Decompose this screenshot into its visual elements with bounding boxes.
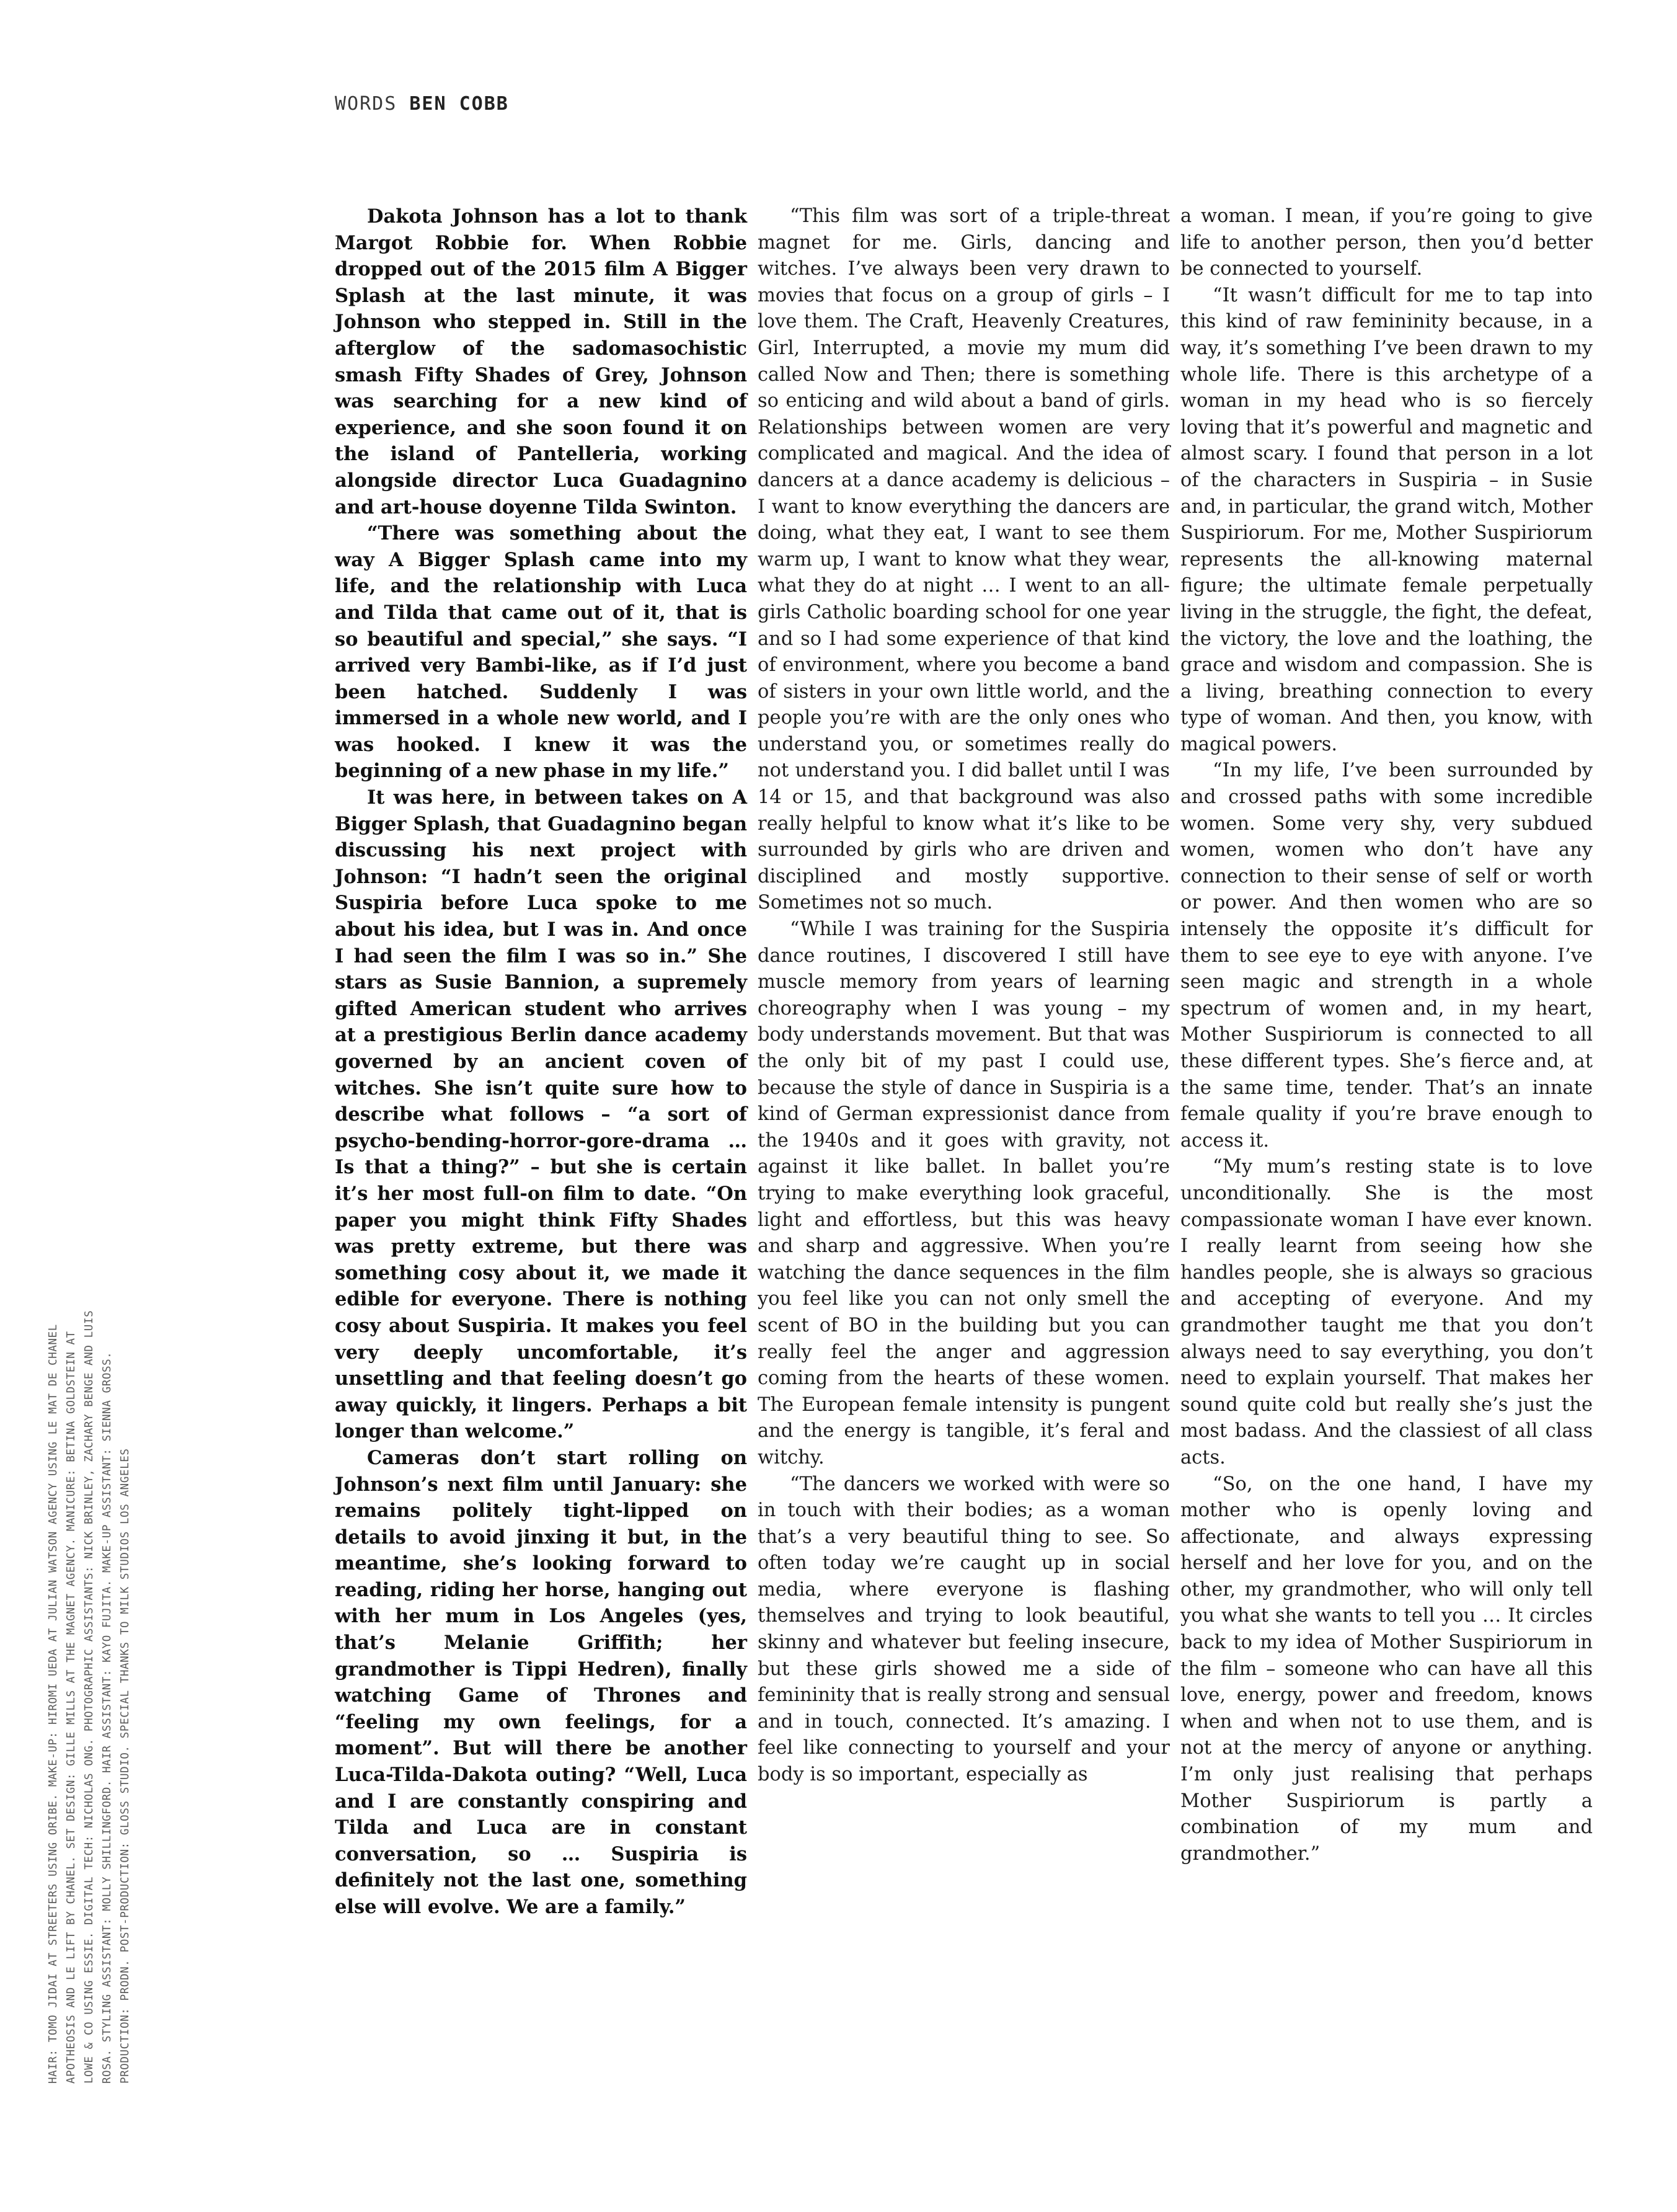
byline-label: WORDS bbox=[335, 93, 397, 115]
credits-line: LOWE & CO USING ESSIE. DIGITAL TECH: NICHOLAS ONG. PHOTOGRAPHIC ASSISTANTS: NICK BRINLEY, ZACHARY BENGE AND LUIS bbox=[83, 1310, 95, 2084]
paragraph: “The dancers we worked with were so in touch with their bodies; as a woman that’s a very beautiful thing to see. So often today we’re caught up in social media, where everyone is flashing themselves and trying to look beautiful, skinny and whatever but feeling insecure, but these girls showed me a side of femininity that is really strong and sensual and in touch, connected. It’s amazing. I feel like connecting to yourself and your body is so important, especially as bbox=[758, 1473, 1170, 1786]
paragraph: “In my life, I’ve been surrounded by and crossed paths with some incredible women. Some very shy, very subdued women, women who don’t have any connection to their sense of self or worth or power. And then women who are so intensely the opposite it’s difficult for them to see eye to eye with anyone. I’ve seen magic and strength in a whole spectrum of women and, in my heart, Mother Suspiriorum is connected to all these different types. She’s fierce and, at the same time, tender. That’s an innate female quality if you’re brave enough to access it. bbox=[1180, 760, 1593, 1152]
credits-line: HAIR: TOMO JIDAI AT STREETERS USING ORIBE. MAKE-UP: HIROMI UEDA AT JULIAN WATSON AGENCY USING LE MAT DE CHANEL bbox=[47, 1324, 60, 2084]
credits-line: ROSA. STYLING ASSISTANT: MOLLY SHILLINGFORD. HAIR ASSISTANT: KAYO FUJITA. MAKE-UP ASSISTANT: SIENNA GROSS. bbox=[101, 1351, 113, 2084]
paragraph: “This film was sort of a triple-threat magnet for me. Girls, dancing and witches. I’ve always been very drawn to movies that focus on a group of girls – I love them. The Craft, Heavenly Creatures, Girl, Interrupted, a movie my mum did called Now and Then; there is something so enticing and wild about a band of girls. Relationships between women are very complicated and magical. And the idea of dancers at a dance academy is delicious – I want to know everything the dancers are doing, what they eat, I want to see them warm up, I want to know what they wear, what they do at night … I went to an all-girls Catholic boarding school for one year and so I had some experience of that kind of environment, where you become a band of sisters in your own little world, and the people you’re with are the only ones who understand you, or sometimes really do not understand you. I did ballet until I was 14 or 15, and that background was also really helpful to know what it’s like to be surrounded by girls who are driven and disciplined and mostly supportive. Sometimes not so much. bbox=[758, 205, 1170, 914]
byline-author: BEN COBB bbox=[409, 93, 509, 115]
paragraph: It was here, in between takes on A Bigger Splash, that Guadagnino began discussing his next project with Johnson: “I hadn’t seen the original Suspiria before Luca spoke to me about his idea, but I was in. And once I had seen the film I was so in.” She stars as Susie Bannion, a supremely gifted American student who arrives at a prestigious Berlin dance academy governed by an ancient coven of witches. She isn’t quite sure how to describe what follows – “a sort of psycho-bending-horror-gore-drama … Is that a thing?” – but she is certain it’s her most full-on film to date. “On paper you might think Fifty Shades was pretty extreme, but there was something cosy about it, we made it edible for everyone. There is nothing cosy about Suspiria. It makes you feel very deeply uncomfortable, it’s unsettling and that feeling doesn’t go away quickly, it lingers. Perhaps a bit longer than welcome.” bbox=[335, 786, 747, 1443]
paragraph: “So, on the one hand, I have my mother who is openly loving and affectionate, and always expressing herself and her love for you, and on the other, my grandmother, who will only tell you what she wants to tell you … It circles back to my idea of Mother Suspiriorum in the film – someone who can have all this love, energy, power and freedom, knows when and when not to use them, and is not at the mercy of anyone or anything. I’m only just realising that perhaps Mother Suspiriorum is partly a combination of my mum and grandmother.” bbox=[1180, 1473, 1593, 1865]
photo-credits bbox=[45, 1091, 135, 2084]
credits-line: APOTHEOSIS AND LE LIFT BY CHANEL. SET DESIGN: GILLE MILLS AT THE MAGNET AGENCY. MANICURE: BETINA GOLDSTEIN AT bbox=[65, 1331, 77, 2084]
byline bbox=[335, 93, 509, 115]
paragraph: “It wasn’t difficult for me to tap into this kind of raw femininity because, in a way, it’s something I’ve been drawn to my whole life. There is this archetype of a woman in my head who is so fiercely loving that it’s powerful and magnetic and almost scary. I found that person in a lot of the characters in Suspiria – in Susie and, in particular, the grand witch, Mother Suspiriorum. For me, Mother Suspiriorum represents the all-knowing maternal figure; the ultimate female perpetually living in the struggle, the fight, the defeat, the victory, the love and the loathing, the grace and wisdom and compassion. She is a living, breathing connection to every type of woman. And then, you know, with magical powers. bbox=[1180, 284, 1593, 755]
paragraph: “While I was training for the Suspiria dance routines, I discovered I still have muscle memory from years of learning choreography when I was young – my body understands movement. But that was the only bit of my past I could use, because the style of dance in Suspiria is a kind of German expressionist dance from the 1940s and it goes with gravity, not against it like ballet. In ballet you’re trying to make everything look graceful, light and effortless, but this was heavy and sharp and aggressive. When you’re watching the dance sequences in the film you feel like you can not only smell the scent of BO in the building but you can really feel the anger and aggression coming from the hearts of these women. The European female intensity is pungent and the energy is tangible, it’s feral and witchy. bbox=[758, 918, 1170, 1468]
article-column-3 bbox=[1180, 203, 1593, 1867]
paragraph: “There was something about the way A Bigger Splash came into my life, and the relationship with Luca and Tilda that came out of it, that is so beautiful and special,” she says. “I arrived very Bambi-like, as if I’d just been hatched. Suddenly I was immersed in a whole new world, and I was hooked. I knew it was the beginning of a new phase in my life.” bbox=[335, 522, 747, 783]
credits-line: PRODUCTION: PRODN. POST-PRODUCTION: GLOSS STUDIO. SPECIAL THANKS TO MILK STUDIOS LOS ANGELES bbox=[119, 1448, 131, 2084]
paragraph: “My mum’s resting state is to love unconditionally. She is the most compassionate woman I have ever known. I really learnt from seeing how she handles people, she is always so gracious and accepting of everyone. And my grandmother taught me that you don’t always need to say everything, you don’t need to explain yourself. That makes her sound quite cold but really she’s just the most badass. And the classiest of all class acts. bbox=[1180, 1156, 1593, 1468]
article-column-1 bbox=[335, 203, 747, 1921]
paragraph: a woman. I mean, if you’re going to give life to another person, then you’d better be connected to yourself. bbox=[1180, 205, 1593, 280]
paragraph: Cameras don’t start rolling on Johnson’s next film until January: she remains politely tight-lipped on details to avoid jinxing it but, in the meantime, she’s looking forward to reading, riding her horse, hanging out with her mum in Los Angeles (yes, that’s Melanie Griffith; her grandmother is Tippi Hedren), finally watching Game of Thrones and “feeling my own feelings, for a moment”. But will there be another Luca-Tilda-Dakota outing? “Well, Luca and I are constantly conspiring and Tilda and Luca are in constant conversation, so … Suspiria is definitely not the last one, something else will evolve. We are a family.” bbox=[335, 1446, 747, 1918]
article-column-2 bbox=[758, 203, 1170, 1788]
paragraph: Dakota Johnson has a lot to thank Margot Robbie for. When Robbie dropped out of the 2015 film A Bigger Splash at the last minute, it was Johnson who stepped in. Still in the afterglow of the sadomasochistic smash Fifty Shades of Grey, Johnson was searching for a new kind of experience, and she soon found it on the island of Pantelleria, working alongside director Luca Guadagnino and art-house doyenne Tilda Swinton. bbox=[335, 205, 747, 518]
